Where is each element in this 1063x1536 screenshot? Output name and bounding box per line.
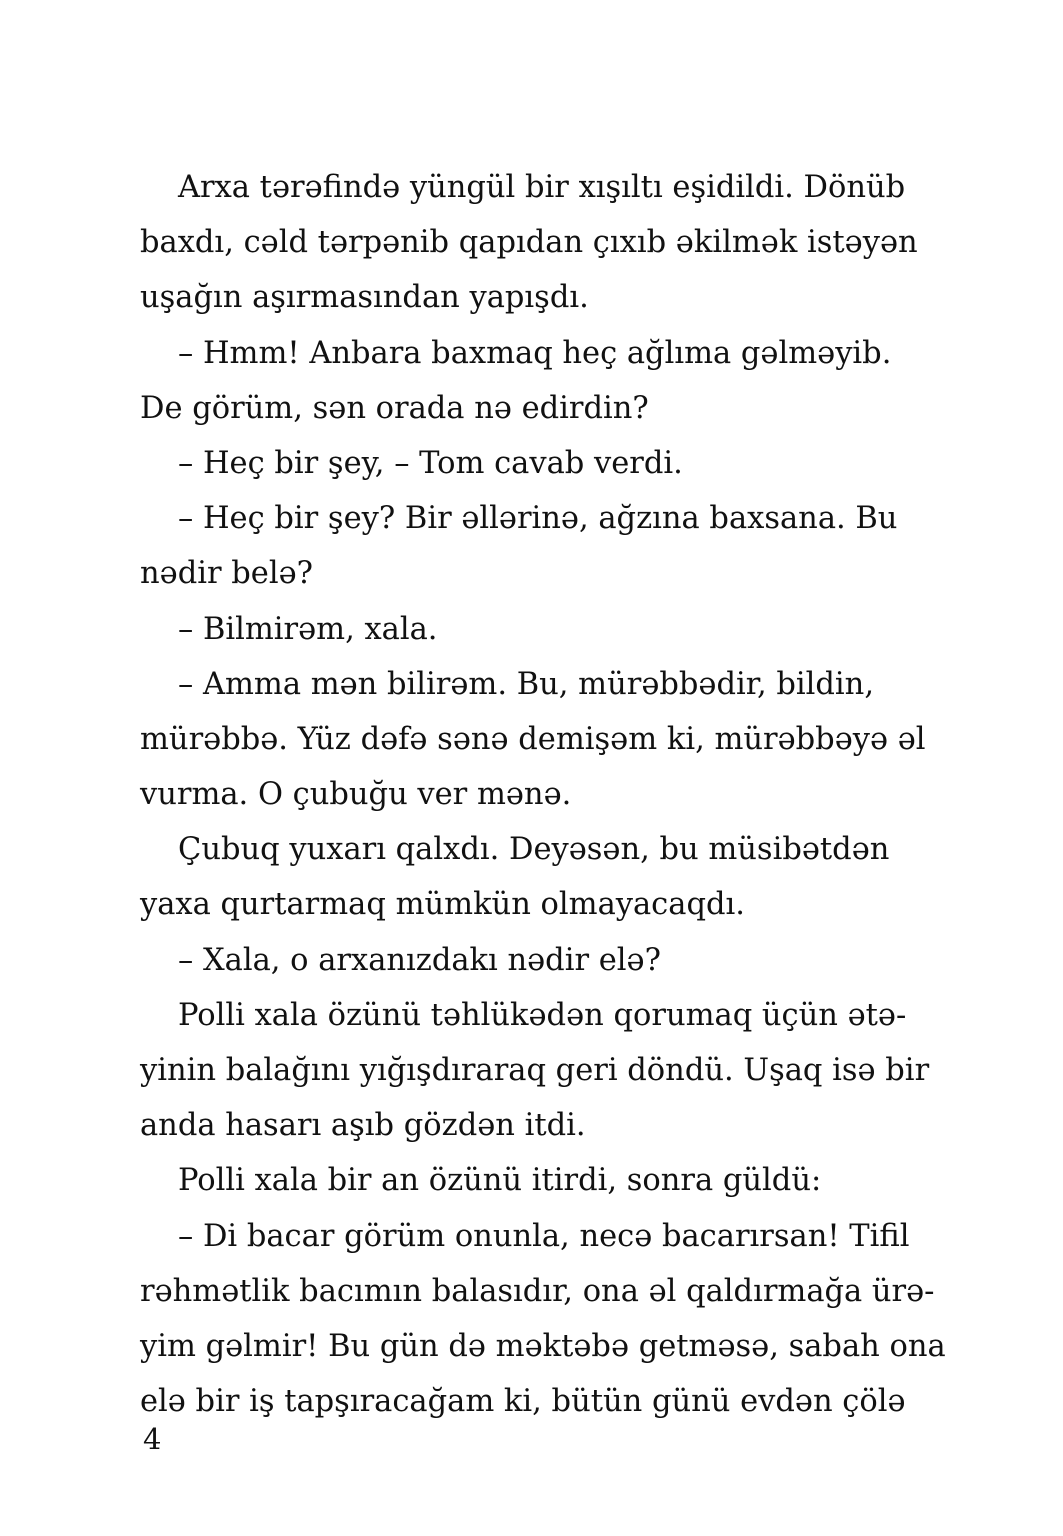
- text-line: baxdı, cəld tərpənib qapıdan çıxıb əkilmək istəyən: [140, 225, 918, 261]
- text-line: rəhmətlik bacımın balasıdır, ona əl qaldırmağa ürə-: [140, 1273, 935, 1309]
- text-line: – Xala, o arxanızdakı nədir elə?: [178, 942, 661, 978]
- text-line: vurma. O çubuğu ver mənə.: [140, 777, 572, 813]
- text-line: Polli xala bir an özünü itirdi, sonra güldü:: [178, 1163, 822, 1199]
- text-line: elə bir iş tapşıracağam ki, bütün günü evdən çölə: [140, 1384, 906, 1420]
- body-text: [140, 160, 946, 1429]
- text-line: – Bilmirəm, xala.: [178, 611, 438, 647]
- text-line: yinin balağını yığışdıraraq geri döndü. Uşaq isə bir: [140, 1053, 930, 1088]
- text-line: – Heç bir şey? Bir əllərinə, ağzına baxsana. Bu: [178, 501, 898, 537]
- text-line: nədir belə?: [140, 556, 313, 592]
- page-number: 4: [143, 1422, 162, 1456]
- text-line: – Heç bir şey, – Tom cavab verdi.: [178, 445, 683, 481]
- text-line: – Amma mən bilirəm. Bu, mürəbbədir, bildin,: [178, 666, 875, 702]
- text-line: yim gəlmir! Bu gün də məktəbə getməsə, sabah ona: [140, 1328, 946, 1364]
- text-line: Arxa tərəfində yüngül bir xışıltı eşidildi. Dönüb: [178, 170, 906, 205]
- text-line: mürəbbə. Yüz dəfə sənə demişəm ki, mürəbbəyə əl: [140, 721, 926, 757]
- text-line: – Di bacar görüm onunla, necə bacarırsan! Tifil: [178, 1218, 910, 1254]
- text-line: yaxa qurtarmaq mümkün olmayacaqdı.: [140, 887, 745, 923]
- text-line: uşağın aşırmasından yapışdı.: [140, 280, 589, 316]
- text-line: De görüm, sən orada nə edirdin?: [140, 390, 649, 426]
- text-line: Çubuq yuxarı qalxdı. Deyəsən, bu müsibətdən: [178, 832, 890, 868]
- text-line: Polli xala özünü təhlükədən qorumaq üçün ətə-: [178, 997, 907, 1033]
- text-line: anda hasarı aşıb gözdən itdi.: [140, 1108, 586, 1144]
- text-line: – Hmm! Anbara baxmaq heç ağlıma gəlməyib.: [178, 335, 892, 371]
